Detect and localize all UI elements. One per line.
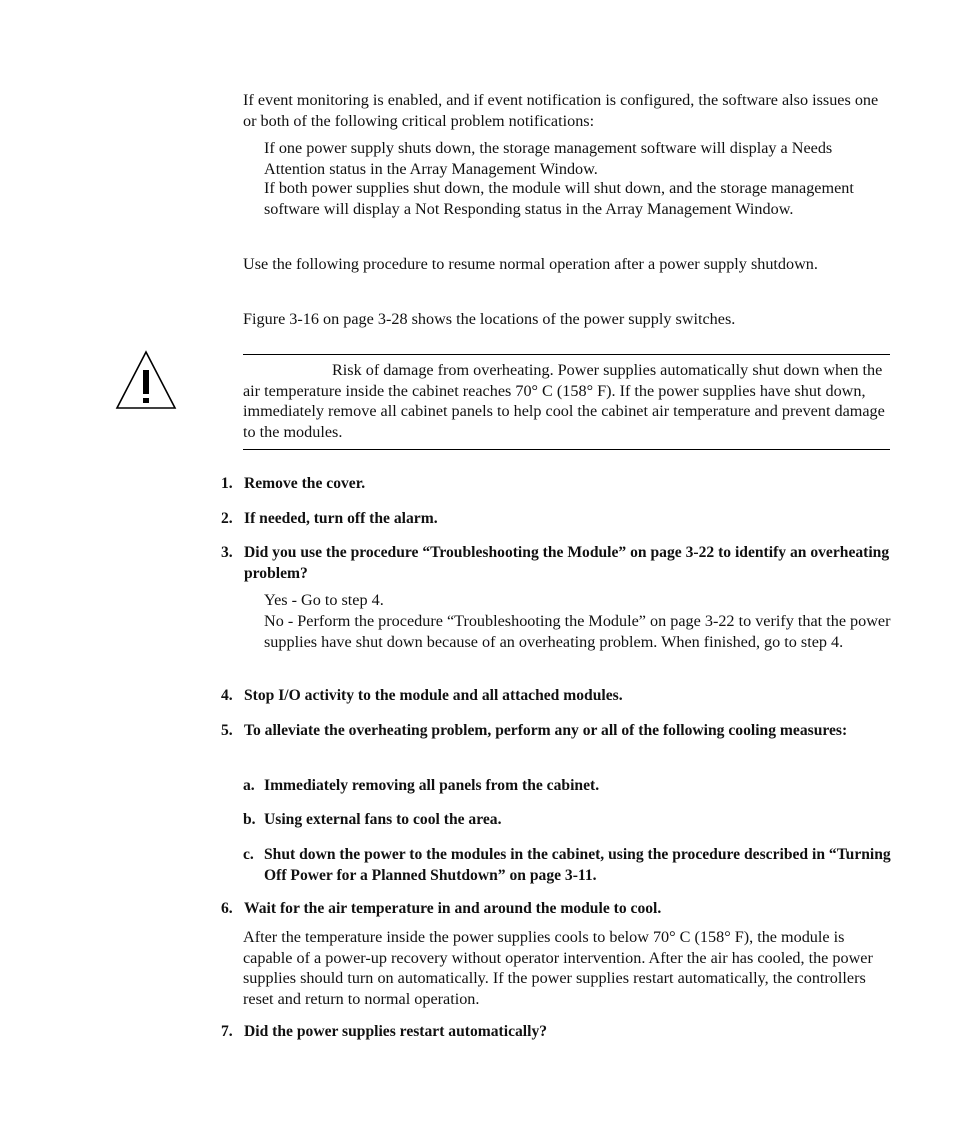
caution-text: Risk of damage from overheating. Power supplies automatically shut down when the air temperature inside the cabinet reaches 70° C (158° F). If the power supplies have shut down, immediately remove all cabinet panels to help cool the cabinet air temperature and prevent damage to the modules.	[243, 361, 885, 441]
step-text: Did you use the procedure “Troubleshooting the Module” on page 3-22 to identify an overheating problem?	[244, 544, 890, 582]
step-text: Wait for the air temperature in and around the module to cool.	[244, 900, 662, 917]
substep-text: Shut down the power to the modules in the cabinet, using the procedure described in “Turning Off Power for a Planned Shutdown” on page 3-11.	[264, 846, 891, 884]
substep-text: Using external fans to cool the area.	[264, 811, 502, 828]
caution-bottom-rule	[243, 449, 890, 450]
step-text: Did the power supplies restart automatically?	[244, 1023, 548, 1040]
notification-item-both-supplies: If both power supplies shut down, the module will shut down, and the storage management software will display a Not Responding status in the Array Management Window.	[264, 179, 854, 218]
procedure-intro-paragraph: Use the following procedure to resume normal operation after a power supply shutdown.	[243, 255, 818, 273]
step-2	[221, 509, 893, 530]
step-text: If needed, turn off the alarm.	[244, 510, 438, 527]
step-5	[221, 721, 893, 742]
step-number: 2.	[221, 510, 233, 527]
substep-text: Immediately removing all panels from the cabinet.	[264, 777, 600, 794]
step-7	[221, 1022, 893, 1043]
step-number: 7.	[221, 1023, 233, 1040]
step-number: 4.	[221, 687, 233, 704]
step-5-substep-b	[243, 810, 893, 831]
notification-item-one-supply: If one power supply shuts down, the storage management software will display a Needs Attention status in the Array Management Window.	[264, 139, 833, 178]
substep-letter: a.	[243, 777, 255, 794]
step-6-explanation: After the temperature inside the power supplies cools to below 70° C (158° F), the module is capable of a power-up recovery without operator intervention. After the air has cooled, the power supplies should turn on automatically. If the power supplies restart automatically, the controllers reset and return to normal operation.	[243, 928, 873, 1008]
figure-reference-paragraph: Figure 3-16 on page 3-28 shows the locations of the power supply switches.	[243, 310, 736, 328]
substep-letter: b.	[243, 811, 256, 828]
step-3-no-option: No - Perform the procedure “Troubleshooting the Module” on page 3-22 to verify that the power supplies have shut down because of an overheating problem. When finished, go to step 4.	[264, 612, 891, 651]
step-3-yes-option: Yes - Go to step 4.	[264, 591, 384, 609]
substep-letter: c.	[243, 846, 254, 863]
step-text: To alleviate the overheating problem, perform any or all of the following cooling measures:	[244, 722, 848, 739]
step-6	[221, 899, 893, 920]
intro-paragraph: If event monitoring is enabled, and if event notification is configured, the software also issues one or both of the following critical problem notifications:	[243, 91, 879, 130]
step-5-substep-c	[243, 845, 893, 886]
step-5-substep-a	[243, 776, 893, 797]
step-3	[221, 543, 893, 584]
step-4	[221, 686, 893, 707]
step-text: Stop I/O activity to the module and all attached modules.	[244, 687, 623, 704]
step-number: 1.	[221, 475, 233, 492]
step-text: Remove the cover.	[244, 475, 366, 492]
step-number: 3.	[221, 544, 233, 561]
warning-triangle-icon	[115, 350, 177, 410]
step-number: 5.	[221, 722, 233, 739]
caution-top-rule	[243, 354, 890, 355]
step-number: 6.	[221, 900, 233, 917]
step-1	[221, 474, 893, 495]
